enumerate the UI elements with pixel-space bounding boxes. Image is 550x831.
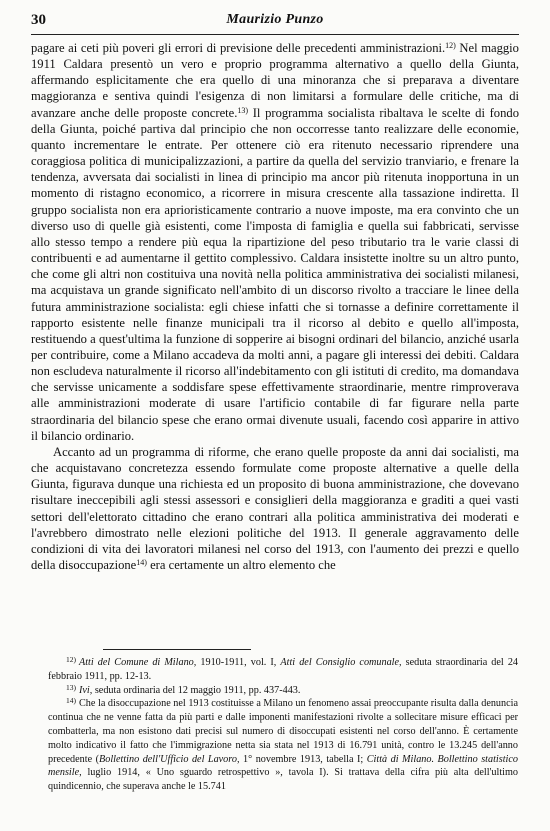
footnote-12-title-b: Atti del Consiglio comunale, [280,657,402,668]
paragraph-2-text-b: era certamente un altro elemento che [146,558,336,572]
page-header [31,12,519,35]
footnote-14 [48,697,518,794]
footnote-14-title-b: Città di Milano. Bollettino statistico mensile, [48,753,518,779]
running-head: Maurizio Punzo [226,12,324,27]
footnote-14-text-c: luglio 1914, « Uno sguardo retrospettivo », tavola I). Si trattava della cifra più alta dell'ultimo quindicennio, che superava anche le 15.741 [48,767,518,793]
footnote-ref-12: 12) [445,41,456,50]
paragraph-2 [31,444,519,573]
body-text [31,40,519,573]
paragraph-1-text-b: Nel maggio 1911 Caldara presentò un vero e proprio programma alternativo a quello della Giunta, affermando esplicitamente che era quello di una minoranza che si preparava a diventare maggioranza e sentiva quindi l'esigenza di non limitarsi a formulare delle critiche, ma di avanzare anche delle proposte concrete. [31,41,519,120]
paragraph-2-text-a: Accanto ad un programma di riforme, che erano quelle proposte da anni dai socialisti, ma che acquistavano concretezza essendo formulate come proposte alternative a quelle della Giunta, figurava dunque una richiesta ed un proposito di buona amministrazione, che dovevano risultare ineccepibili agli stessi assessori e consiglieri della maggioranza e graditi a quei vasti settori dell'elettorato cittadino che erano contrari alla politica amministrativa dei moderati e l'avrebbero dimostrato nelle elezioni politiche del 1913. Il generale aggravamento delle condizioni di vita dei lavoratori milanesi nel corso del 1913, con l'aumento dei prezzi e quello della disoccupazione [31,444,519,572]
paragraph-1 [31,40,519,444]
footnote-12 [48,656,518,684]
footnote-13-text: seduta ordinaria del 12 maggio 1911, pp. 437-443. [92,684,301,696]
footnote-13 [48,684,518,698]
footnote-12-title-a: Atti del Comune di Milano, [79,657,197,668]
footnote-14-number: 14) [66,696,76,706]
page-number: 30 [31,12,46,28]
paragraph-1-text-a: pagare ai ceti più poveri gli errori di previsione delle precedenti amministrazioni. [31,41,446,55]
footnote-separator [103,649,251,650]
footnote-ref-14: 14) [136,558,147,567]
paragraph-1-text-c: Il programma socialista ribaltava le scelte di fondo della Giunta, poiché partiva dal principio che non occorresse tanto realizzare delle economie, quanto incrementare le entrate. Per ottenere ciò era ritenuto necessario riprendere una coraggiosa politica di municipalizzazioni, a partire da quella del servizio tranviario, e frenare la tendenza, avversata dai socialisti in linea di principio ma ancor più ritenuta inopportuna in un momento di ristagno economico, a ricorrere in misura crescente alla tassazione indiretta. Il gruppo socialista non era aprioristicamente contrario a nuove imposte, ma era convinto che un diverso uso di quelle già esistenti, come l'imposta di famiglia e quella sui fabbricati, servisse allo stesso tempo a rendere più equa la ripartizione del peso tributario tra le varie classi di contribuenti e ad aumentarne il gettito complessivo. Caldara insistette inoltre su un altro punto, che come gli altri non costituiva una novità nella politica amministrativa dei socialisti milanesi, ma acquistava un grande significato nell'ambito di un discorso rivolto a tracciare le linee della futura amministrazione socialista: egli chiese infatti che si tornasse a definire correttamente il rapporto esistente nelle finanze municipali tra il ricorso al debito e quello all'imposta, restituendo a quest'ultima la funzione di sopperire ai bisogni ordinari del bilancio, anziché usarla per contribuire, come a Milano accadeva da molti anni, a pagare gli interessi dei debiti. Caldara non escludeva naturalmente il ricorso all'indebitamento con gli istituti di credito, ma domandava che servisse unicamente a soddisfare spese effettivamente straordinarie, mentre rimproverava alle amministrazioni moderate di usare l'artificio contabile di far figurare nella parte straordinaria del bilancio spese che erano ormai divenute usuali, facendo così apparire in attivo il bilancio ordinario. [31,105,519,443]
footnote-14-title-a: Bollettino dell'Ufficio del Lavoro, [99,753,240,765]
footnote-14-text-a: Che la disoccupazione nel 1913 costituisse a Milano un fenomeno assai preoccupante risulta dalla denuncia continua che ne venne fatta da più parti e dalle imponenti manifestazioni rivolte a sollecitare misure efficaci per combatterla, ma non esistono dati precisi sul numero di disoccupati esistenti nel corso dell'anno. È certamente molto indicativo il fatto che l'immigrazione netta sia stata nel 1913 di 16.791 unità, contro le 13.245 dell'anno precedente ( [48,698,518,765]
footnote-13-number: 13) [66,682,76,692]
footnote-12-text-b: seduta straordinaria del 24 febbraio 1911, pp. 12-13. [48,657,519,682]
footnote-12-number: 12) [66,655,76,664]
footnote-13-title: Ivi, [79,684,93,696]
footnote-ref-13: 13) [237,105,249,115]
footnotes [48,656,518,794]
footnote-14-text-b: 1° novembre 1913, tabella I; [239,753,367,765]
footnote-12-text-a: 1910-1911, vol. I, [196,657,281,668]
